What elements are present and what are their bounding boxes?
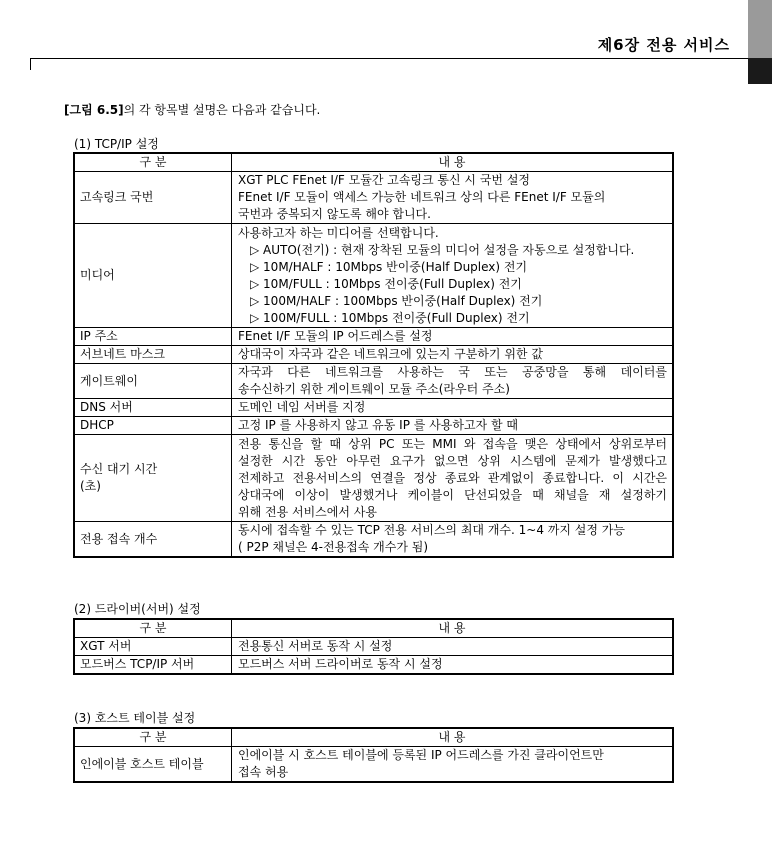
table-tcpip: [73, 152, 674, 558]
section-label-host-table: (3) 호스트 테이블 설정: [74, 711, 196, 725]
section-label-tcpip: (1) TCP/IP 설정: [74, 137, 159, 151]
row-category-text: DNS 서버: [80, 400, 133, 414]
row-category-text: IP 주소: [80, 329, 118, 343]
table-row: [74, 399, 673, 417]
chapter-side-tab-light: [748, 0, 772, 58]
row-category: [74, 224, 232, 328]
row-content-line: ▷ 10M/FULL : 10Mbps 전이중(Full Duplex) 전기: [250, 276, 522, 291]
row-category-text: 수신 대기 시간: [80, 462, 158, 476]
row-content-line: 위해 전용 서비스에서 사용: [238, 504, 377, 519]
row-content-line: 자국과 다른 네트워크를 사용하는 국 또는 공중망을 통해 데이터를: [238, 365, 667, 379]
table-header-row: [74, 619, 673, 638]
row-content-line: 접속 허용: [238, 765, 289, 779]
row-category: [74, 399, 232, 417]
table-header-row: [74, 153, 673, 172]
row-category-text: (초): [80, 479, 101, 493]
row-content-line: 도메인 네임 서버를 지정: [238, 400, 366, 414]
column-header-category: 구 분: [74, 619, 232, 638]
row-content-line: 전용 통신을 할 때 상위 PC 또는 MMI 와 접속을 맺은 상태에서 상위로부터: [238, 436, 667, 451]
column-header-category: 구 분: [74, 728, 232, 747]
row-category-text: XGT 서버: [80, 639, 132, 653]
row-content: [232, 656, 674, 675]
table-driver: [73, 618, 674, 675]
table-row: [74, 346, 673, 364]
row-content: [232, 435, 674, 522]
row-category-text: 미디어: [80, 268, 115, 282]
row-category-text: 전용 접속 개수: [80, 531, 158, 546]
row-category: [74, 435, 232, 522]
column-header-content: 내 용: [232, 728, 674, 747]
table-row: [74, 522, 673, 558]
row-category-text: DHCP: [80, 418, 114, 432]
row-content-line: 인에이블 시 호스트 테이블에 등록된 IP 어드레스를 가진 클라이언트만: [238, 748, 604, 762]
row-content-line: 고정 IP 를 사용하지 않고 유동 IP 를 사용하고자 할 때: [238, 418, 518, 432]
row-content-line: 동시에 접속할 수 있는 TCP 전용 서비스의 최대 개수. 1~4 까지 설정 가능: [238, 523, 625, 537]
row-category-text: 고속링크 국번: [80, 190, 154, 204]
column-header-content: 내 용: [232, 153, 674, 172]
row-content-line: 상대국이 자국과 같은 네트워크에 있는지 구분하기 위한 값: [238, 347, 543, 361]
table-row: [74, 747, 673, 783]
row-category: [74, 172, 232, 224]
row-content: [232, 364, 674, 399]
row-category: [74, 364, 232, 399]
row-content-line: 전용통신 서버로 동작 시 설정: [238, 639, 393, 653]
intro-text: 의 각 항목별 설명은 다음과 같습니다.: [123, 103, 321, 117]
row-content-line: 국번과 중복되지 않도록 해야 합니다.: [238, 207, 431, 221]
chapter-title: 제6장 전용 서비스: [597, 36, 730, 54]
row-content: [232, 328, 674, 346]
row-category: [74, 328, 232, 346]
row-content-line: XGT PLC FEnet I/F 모듈간 고속링크 통신 시 국번 설정: [238, 173, 531, 187]
chapter-side-tab: [748, 0, 772, 84]
header-tick: [30, 58, 31, 70]
table-row: [74, 364, 673, 399]
row-content-line: ▷ 10M/HALF : 10Mbps 반이중(Half Duplex) 전기: [250, 259, 528, 274]
row-category-text: 게이트웨이: [80, 373, 138, 388]
row-content: [232, 417, 674, 435]
intro-sentence: [64, 101, 320, 118]
table-header-row: [74, 728, 673, 747]
figure-ref: [그림 6.5]: [64, 103, 124, 117]
row-content-line: FEnet I/F 모듈이 액세스 가능한 네트워크 상의 다른 FEnet I/F 모듈의: [238, 190, 606, 204]
row-content-line: 모드버스 서버 드라이버로 동작 시 설정: [238, 657, 443, 671]
row-category: [74, 346, 232, 364]
section-label-driver: (2) 드라이버(서버) 설정: [74, 602, 201, 616]
row-content: [232, 224, 674, 328]
table-row: [74, 328, 673, 346]
row-content-line: ▷ AUTO(전기) : 현재 장착된 모듈의 미디어 설정을 자동으로 설정합니다.: [250, 242, 635, 257]
table-host: [73, 727, 674, 783]
row-content: [232, 747, 674, 783]
row-category-text: 서브네트 마스크: [80, 347, 165, 361]
row-category: [74, 638, 232, 656]
row-content: [232, 399, 674, 417]
row-content-line: 전제하고 전용서비스의 연결을 정상 종료와 관계없이 종료합니다. 이 시간은: [238, 470, 667, 485]
row-content-line: 사용하고자 하는 미디어를 선택합니다.: [238, 225, 439, 240]
row-content: [232, 522, 674, 558]
row-content-line: 설정한 시간 동안 아무런 요구가 없으면 상위 시스템에 문제가 발생했다고: [238, 453, 667, 468]
row-category: [74, 747, 232, 783]
row-category-text: 모드버스 TCP/IP 서버: [80, 657, 195, 671]
table-row: [74, 638, 673, 656]
row-category: [74, 417, 232, 435]
row-content-line: FEnet I/F 모듈의 IP 어드레스를 설정: [238, 329, 433, 343]
table-row: [74, 435, 673, 522]
column-header-category: 구 분: [74, 153, 232, 172]
row-category: [74, 522, 232, 558]
column-header-content: 내 용: [232, 619, 674, 638]
table-row: [74, 172, 673, 224]
table-row: [74, 417, 673, 435]
row-content-line: ▷ 100M/HALF : 100Mbps 반이중(Half Duplex) 전기: [250, 293, 543, 308]
row-category: [74, 656, 232, 675]
row-content: [232, 172, 674, 224]
header-rule: [30, 58, 748, 59]
row-content-line: ▷ 100M/FULL : 10Mbps 전이중(Full Duplex) 전기: [250, 310, 530, 325]
row-content: [232, 638, 674, 656]
table-row: [74, 656, 673, 675]
row-content-line: 송수신하기 위한 게이트웨이 모듈 주소(라우터 주소): [238, 382, 510, 396]
row-content-line: ( P2P 채널은 4-전용접속 개수가 됨): [238, 540, 429, 554]
row-content: [232, 346, 674, 364]
row-category-text: 인에이블 호스트 테이블: [80, 756, 204, 771]
table-row: [74, 224, 673, 328]
row-content-line: 상대국에 이상이 발생했거나 케이블이 단선되었을 때 채널을 재 설정하기: [238, 487, 667, 502]
